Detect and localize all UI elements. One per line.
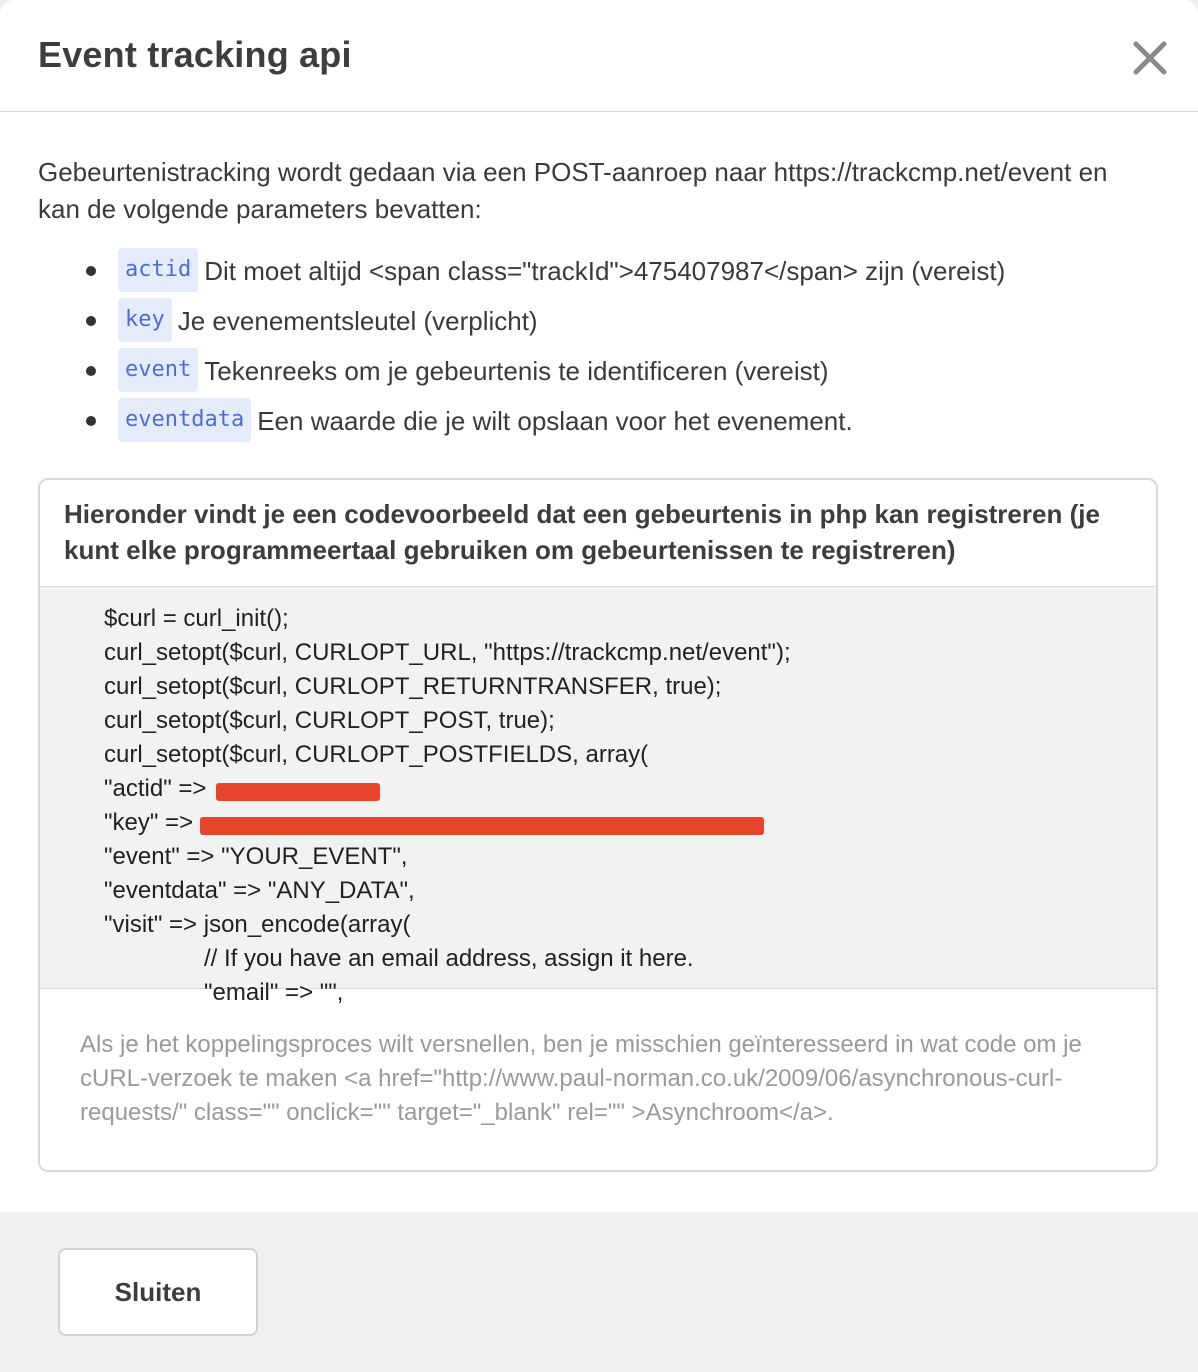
param-key	[0, 298, 1198, 344]
redaction-mark	[216, 783, 380, 801]
param-event	[0, 348, 1198, 394]
redaction-mark	[200, 817, 764, 835]
modal-header	[0, 0, 1198, 112]
code-example-panel	[38, 478, 1158, 1172]
code-line: "visit" => json_encode(array(	[104, 911, 411, 938]
param-eventdata	[0, 398, 1198, 444]
bullet-icon	[86, 416, 96, 426]
close-modal-button[interactable]: Sluiten	[58, 1248, 258, 1336]
bullet-icon	[86, 266, 96, 276]
code-line: // If you have an email address, assign it here.	[204, 945, 694, 972]
bullet-icon	[86, 366, 96, 376]
panel-heading	[40, 480, 1156, 587]
code-block[interactable]	[40, 587, 1156, 1006]
panel-heading-text: Hieronder vindt je een codevoorbeeld dat een gebeurtenis in php kan registreren (je kunt elke programmeertaal gebruiken om gebeurtenissen te registreren)	[64, 499, 1100, 565]
code-line: "email" => "",	[204, 979, 344, 1006]
panel-footer-text: Als je het koppelingsproces wilt versnellen, ben je misschien geïnteresseerd in wat code om je cURL-verzoek te maken <a href="http://www.paul-norman.co.uk/2009/06/asynchronous-curl-requests/" class="" onclick="" target="_blank" rel="" >Asynchroom</a>.	[80, 1031, 1082, 1126]
param-description: Een waarde die je wilt opslaan voor het evenement.	[257, 406, 853, 436]
param-actid	[0, 248, 1198, 294]
code-line: curl_setopt($curl, CURLOPT_POST, true);	[104, 707, 555, 734]
code-line: "eventdata" => "ANY_DATA",	[104, 877, 415, 904]
code-line: curl_setopt($curl, CURLOPT_URL, "https://trackcmp.net/event");	[104, 639, 791, 666]
param-description: Dit moet altijd <span class="trackId">475407987</span> zijn (vereist)	[204, 256, 1006, 286]
param-code: actid	[118, 248, 198, 292]
param-code: key	[118, 298, 172, 342]
code-line: $curl = curl_init();	[104, 605, 289, 632]
bullet-icon	[86, 316, 96, 326]
modal-title: Event tracking api	[38, 34, 352, 75]
code-line: "event" => "YOUR_EVENT",	[104, 843, 408, 870]
param-description: Tekenreeks om je gebeurtenis te identificeren (vereist)	[204, 356, 829, 386]
modal-footer	[0, 1212, 1198, 1372]
param-code: event	[118, 348, 198, 392]
code-line: curl_setopt($curl, CURLOPT_RETURNTRANSFER, true);	[104, 673, 722, 700]
code-line: "key" =>	[104, 809, 200, 836]
code-line: curl_setopt($curl, CURLOPT_POSTFIELDS, array(	[104, 741, 649, 768]
param-description: Je evenementsleutel (verplicht)	[177, 306, 538, 336]
param-code: eventdata	[118, 398, 251, 442]
code-line: "actid" =>	[104, 775, 214, 802]
close-button[interactable]	[1126, 34, 1174, 82]
intro-text: Gebeurtenistracking wordt gedaan via een POST-aanroep naar https://trackcmp.net/event en kan de volgende parameters bevatten:	[38, 157, 1108, 224]
close-icon	[1126, 34, 1174, 82]
